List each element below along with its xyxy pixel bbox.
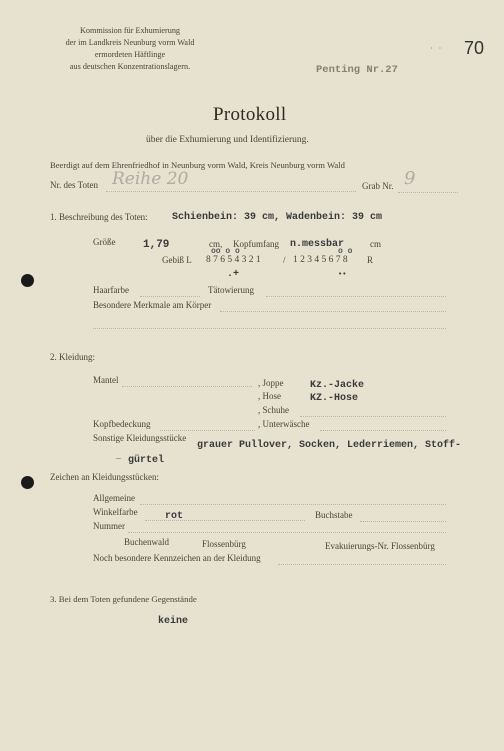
unterwaesche-label: , Unterwäsche xyxy=(258,419,310,429)
sonstige-value-2: gürtel xyxy=(128,455,165,466)
joppe-label: , Joppe xyxy=(258,378,284,388)
haarfarbe-dotline xyxy=(140,296,200,297)
taetowierung-label: Tätowierung xyxy=(208,285,254,295)
kopfumfang-label: Kopfumfang xyxy=(233,239,279,249)
continuation-dash: – xyxy=(116,453,121,464)
merkmale-label: Besondere Merkmale am Körper xyxy=(93,300,212,310)
teeth-top-marks-right: o o xyxy=(338,247,353,256)
grab-label: Grab Nr. xyxy=(362,181,394,191)
zeichen-title: Zeichen an Kleidungsstücken: xyxy=(50,472,159,482)
nr-dotline xyxy=(106,191,356,192)
section2-title: 2. Kleidung: xyxy=(50,352,95,362)
nr-label: Nr. des Toten xyxy=(50,180,98,190)
sonstige-value-1: grauer Pullover, Socken, Lederriemen, Stoff- xyxy=(197,440,462,451)
schuhe-label: , Schuhe xyxy=(258,405,289,415)
reference-number: Penting Nr.27 xyxy=(316,64,398,76)
nummer-dotline xyxy=(128,532,446,533)
kopfumfang-value: n.messbar xyxy=(290,239,345,250)
gebiss-label: Gebiß L xyxy=(162,255,192,265)
punch-hole-bottom xyxy=(21,476,34,489)
kopfbedeckung-label: Kopfbedeckung xyxy=(93,419,151,429)
section1-description: Schienbein: 39 cm, Wadenbein: 39 cm xyxy=(172,212,383,223)
mantel-label: Mantel xyxy=(93,375,119,385)
winkelfarbe-value: rot xyxy=(165,511,184,522)
section3-value: keine xyxy=(158,616,189,627)
mantel-dotline xyxy=(122,386,252,387)
page-subtitle: über die Exhumierung und Identifizierung. xyxy=(146,135,309,145)
teeth-right: 1 2 3 4 5 6 7 8 xyxy=(293,255,348,265)
org-header xyxy=(40,25,220,75)
kopfbedeckung-dotline xyxy=(160,430,255,431)
teeth-top-marks-left: oo o o xyxy=(211,247,240,256)
org-line-1: Kommission für Exhumierung xyxy=(79,26,181,35)
haarfarbe-label: Haarfarbe xyxy=(93,285,129,295)
org-line-4: aus deutschen Konzentrationslagern. xyxy=(69,62,191,71)
cm2-label: cm xyxy=(370,239,381,249)
allgemeine-label: Allgemeine xyxy=(93,493,135,503)
buchstabe-label: Buchstabe xyxy=(315,510,353,520)
schuhe-dotline xyxy=(300,416,446,417)
winkelfarbe-dotline xyxy=(145,520,305,521)
buchstabe-dotline xyxy=(360,521,446,522)
teeth-bottom-marks-right: •• xyxy=(338,271,347,279)
burial-line: Beerdigt auf dem Ehrenfriedhof in Neunburg vorm Wald, Kreis Neunburg vorm Wald xyxy=(50,160,345,170)
taetowierung-dotline xyxy=(266,296,446,297)
noch-label: Noch besondere Kennzeichen an der Kleidung xyxy=(93,553,261,563)
punch-hole-top xyxy=(21,274,34,287)
joppe-value: Kz.-Jacke xyxy=(310,380,365,391)
nr-value: Reihe 20 xyxy=(112,169,189,189)
teeth-left: 8 7 6 5 4 3 2 1 xyxy=(206,255,261,265)
evakuierung-label: Evakuierungs-Nr. Flossenbürg xyxy=(325,541,435,551)
nummer-label: Nummer xyxy=(93,521,125,531)
groesse-label: Größe xyxy=(93,237,116,247)
noch-dotline xyxy=(278,564,446,565)
allgemeine-dotline xyxy=(140,504,446,505)
org-line-3: ermordeten Häftlinge xyxy=(94,50,166,59)
page-number: 70 xyxy=(464,38,485,58)
page-number-dots: · · xyxy=(430,44,444,53)
merkmale-dotline-2 xyxy=(93,328,446,329)
hose-label: , Hose xyxy=(258,391,281,401)
grab-dotline xyxy=(398,192,458,193)
grab-value: 9 xyxy=(404,168,416,189)
sonstige-label: Sonstige Kleidungsstücke xyxy=(93,433,187,443)
teeth-r: R xyxy=(367,255,374,265)
flossenbuerg-label: Flossenbürg xyxy=(202,539,246,549)
section3-title: 3. Bei dem Toten gefundene Gegenstände xyxy=(50,594,197,604)
teeth-bottom-marks-left: .+ xyxy=(227,269,240,280)
groesse-value: 1,79 xyxy=(143,239,170,251)
section1-title: 1. Beschreibung des Toten: xyxy=(50,212,148,222)
merkmale-dotline xyxy=(220,311,446,312)
page-title: Protokoll xyxy=(213,104,287,125)
cm-label: cm, xyxy=(209,239,223,249)
buchenwald-label: Buchenwald xyxy=(124,537,169,547)
org-line-2: der im Landkreis Neunburg vorm Wald xyxy=(65,38,195,47)
unterwaesche-dotline xyxy=(320,430,446,431)
teeth-sep: / xyxy=(283,255,286,265)
hose-value: KZ.-Hose xyxy=(310,393,359,404)
winkelfarbe-label: Winkelfarbe xyxy=(93,507,138,517)
